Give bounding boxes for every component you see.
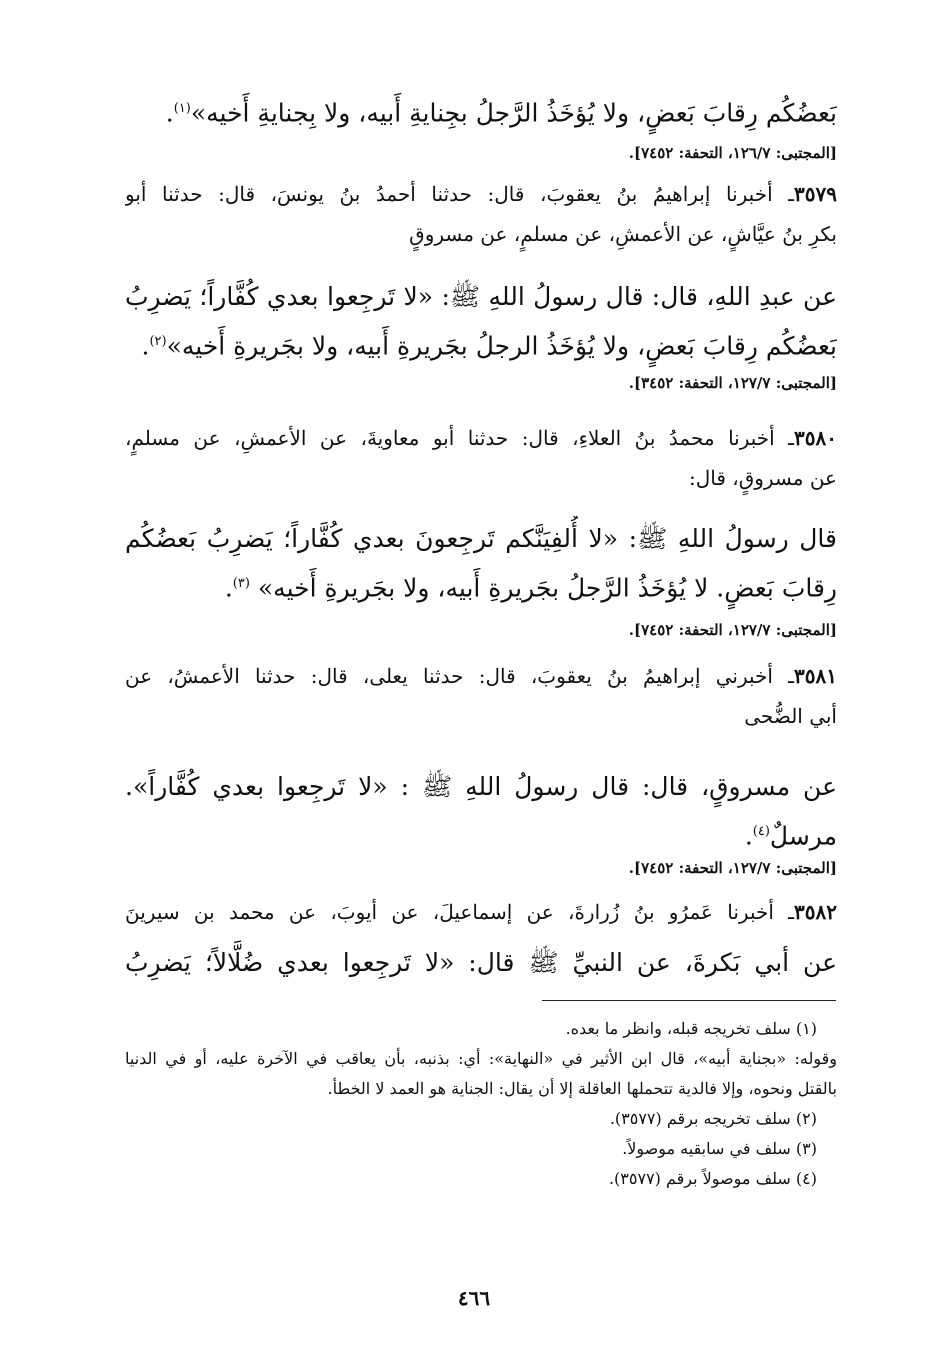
isnad-line: ٣٥٧٩ـ أخبرنا إبراهيمُ بنُ يعقوبَ، قال: حدثنا أحمدُ بنُ يونسَ، قال: حدثنا أبو xyxy=(125,182,837,206)
source-reference: [المجتبى: ١٢٧/٧، التحفة: ٧٤٥٢]. xyxy=(628,621,837,639)
isnad-line: ٣٥٨٢ـ أخبرنا عَمرُو بنُ زُرارةَ، عن إسماعيلَ، عن أيوبَ، عن محمد بن سيرينَ xyxy=(125,900,837,924)
hadith-number: ٣٥٧٩ xyxy=(794,182,837,206)
hadith-number: ٣٥٨١ xyxy=(794,664,837,688)
footnote-2: (٢) سلف تخريجه برقم (٣٥٧٧). xyxy=(609,1109,817,1128)
footnote-1-text: وقوله: «بجناية أبيه»، قال ابن الأثير في «النهاية»: أي: بذنبه، بأن يعاقب في الآخرة عليه، أو في الدنيا xyxy=(125,1049,837,1068)
hadith-3580-matn xyxy=(125,516,837,610)
page-number: ٤٦٦ xyxy=(457,1286,491,1310)
hadith-3580-isnad xyxy=(125,418,837,498)
footnote-marker[interactable]: (١) xyxy=(173,101,191,116)
isnad-line: عن مسروقٍ، قال: xyxy=(688,466,837,490)
matn-line: رِقابَ بَعضٍ. لا يُؤخَذُ الرَّجلُ بجَريرةِ أَبيه، ولا بجَريرةِ أَخيه» $^{(٣)}$. xyxy=(224,573,837,603)
hadith-3581-isnad xyxy=(125,656,837,736)
footnote-1-text: بالقتل ونحوه، وإلا فالدية تتحملها العاقلة إلا أن يقال: الجناية هو العمد لا الخطأ. xyxy=(327,1079,837,1098)
matn-line: بَعضُكُم رِقابَ بَعضٍ، ولا يُؤخَذُ الرجلُ بجَريرةِ أَبيه، ولا بجَريرةِ أَخيه»$^{(٢)}$. xyxy=(141,331,837,361)
footnote-divider xyxy=(542,1000,836,1001)
matn-line: عن عبدِ اللهِ، قال: قال رسولُ اللهِ ﷺ: «لا تَرجِعوا بعدي كُفَّاراً؛ يَضرِبُ xyxy=(125,282,837,311)
matn-line: قال رسولُ اللهِ ﷺ: «لا أُلفِيَنَّكم تَرجِعونَ بعدي كُفَّاراً؛ يَضرِبُ بَعضُكُم xyxy=(125,524,837,553)
footnote-4: (٤) سلف موصولاً برقم (٣٥٧٧). xyxy=(608,1169,817,1188)
matn-line: عن مسروقٍ، قال: قال رسولُ اللهِ ﷺ : «لا تَرجِعوا بعدي كُفَّاراً». xyxy=(125,772,837,801)
hadith-3582-isnad xyxy=(125,892,837,932)
matn-line: عن أبي بَكرةَ، عن النبيِّ ﷺ قال: «لا تَرجِعوا بعدي ضُلَّالاً؛ يَضرِبُ xyxy=(125,948,837,977)
source-reference: [المجتبى: ١٢٧/٧، التحفة: ٧٤٥٢]. xyxy=(628,859,837,877)
source-reference: [المجتبى: ١٢٧/٧، التحفة: ٣٤٥٢]. xyxy=(628,374,837,392)
hadith-number: ٣٥٨٢ xyxy=(794,900,837,924)
isnad-line: أبي الضُّحى xyxy=(744,704,837,728)
footnote-marker[interactable]: (٢) xyxy=(149,334,167,349)
isnad-line: ٣٥٨١ـ أخبرني إبراهيمُ بنُ يعقوبَ، قال: حدثنا يعلى، قال: حدثنا الأعمشُ، عن xyxy=(125,664,837,688)
footnote-3: (٣) سلف في سابقيه موصولاً. xyxy=(622,1139,817,1158)
hadith-3579-isnad xyxy=(125,174,837,254)
footnote-marker[interactable]: (٤) xyxy=(752,824,770,839)
hadith-number: ٣٥٨٠ xyxy=(794,426,837,450)
hadith-3581-matn xyxy=(125,764,837,858)
footnote-marker[interactable]: (٣) xyxy=(232,576,250,591)
matn-line: بَعضُكُم رِقابَ بَعضٍ، ولا يُؤخَذُ الرَّجلُ بجِنايةِ أَبيه، ولا بِجنايةِ أَخيه»$^{(١)}$. xyxy=(165,98,837,128)
footnotes xyxy=(125,1014,837,1194)
hadith-continuation xyxy=(125,86,837,135)
matn-line: مرسلٌ$^{(٤)}$. xyxy=(744,821,837,851)
footnote-1: (١) سلف تخريجه قبله، وانظر ما بعده. xyxy=(565,1019,817,1038)
hadith-3582-matn xyxy=(125,940,837,985)
source-reference: [المجتبى: ١٢٦/٧، التحفة: ٧٤٥٢]. xyxy=(628,144,837,162)
hadith-3579-matn xyxy=(125,274,837,368)
isnad-line: ٣٥٨٠ـ أخبرنا محمدُ بنُ العلاءِ، قال: حدثنا أبو معاويةَ، عن الأعمشِ، عن مسلمٍ، xyxy=(125,426,837,450)
isnad-line: بكرِ بنُ عيَّاشٍ، عن الأعمشِ، عن مسلمٍ، عن مسروقٍ xyxy=(409,222,837,246)
